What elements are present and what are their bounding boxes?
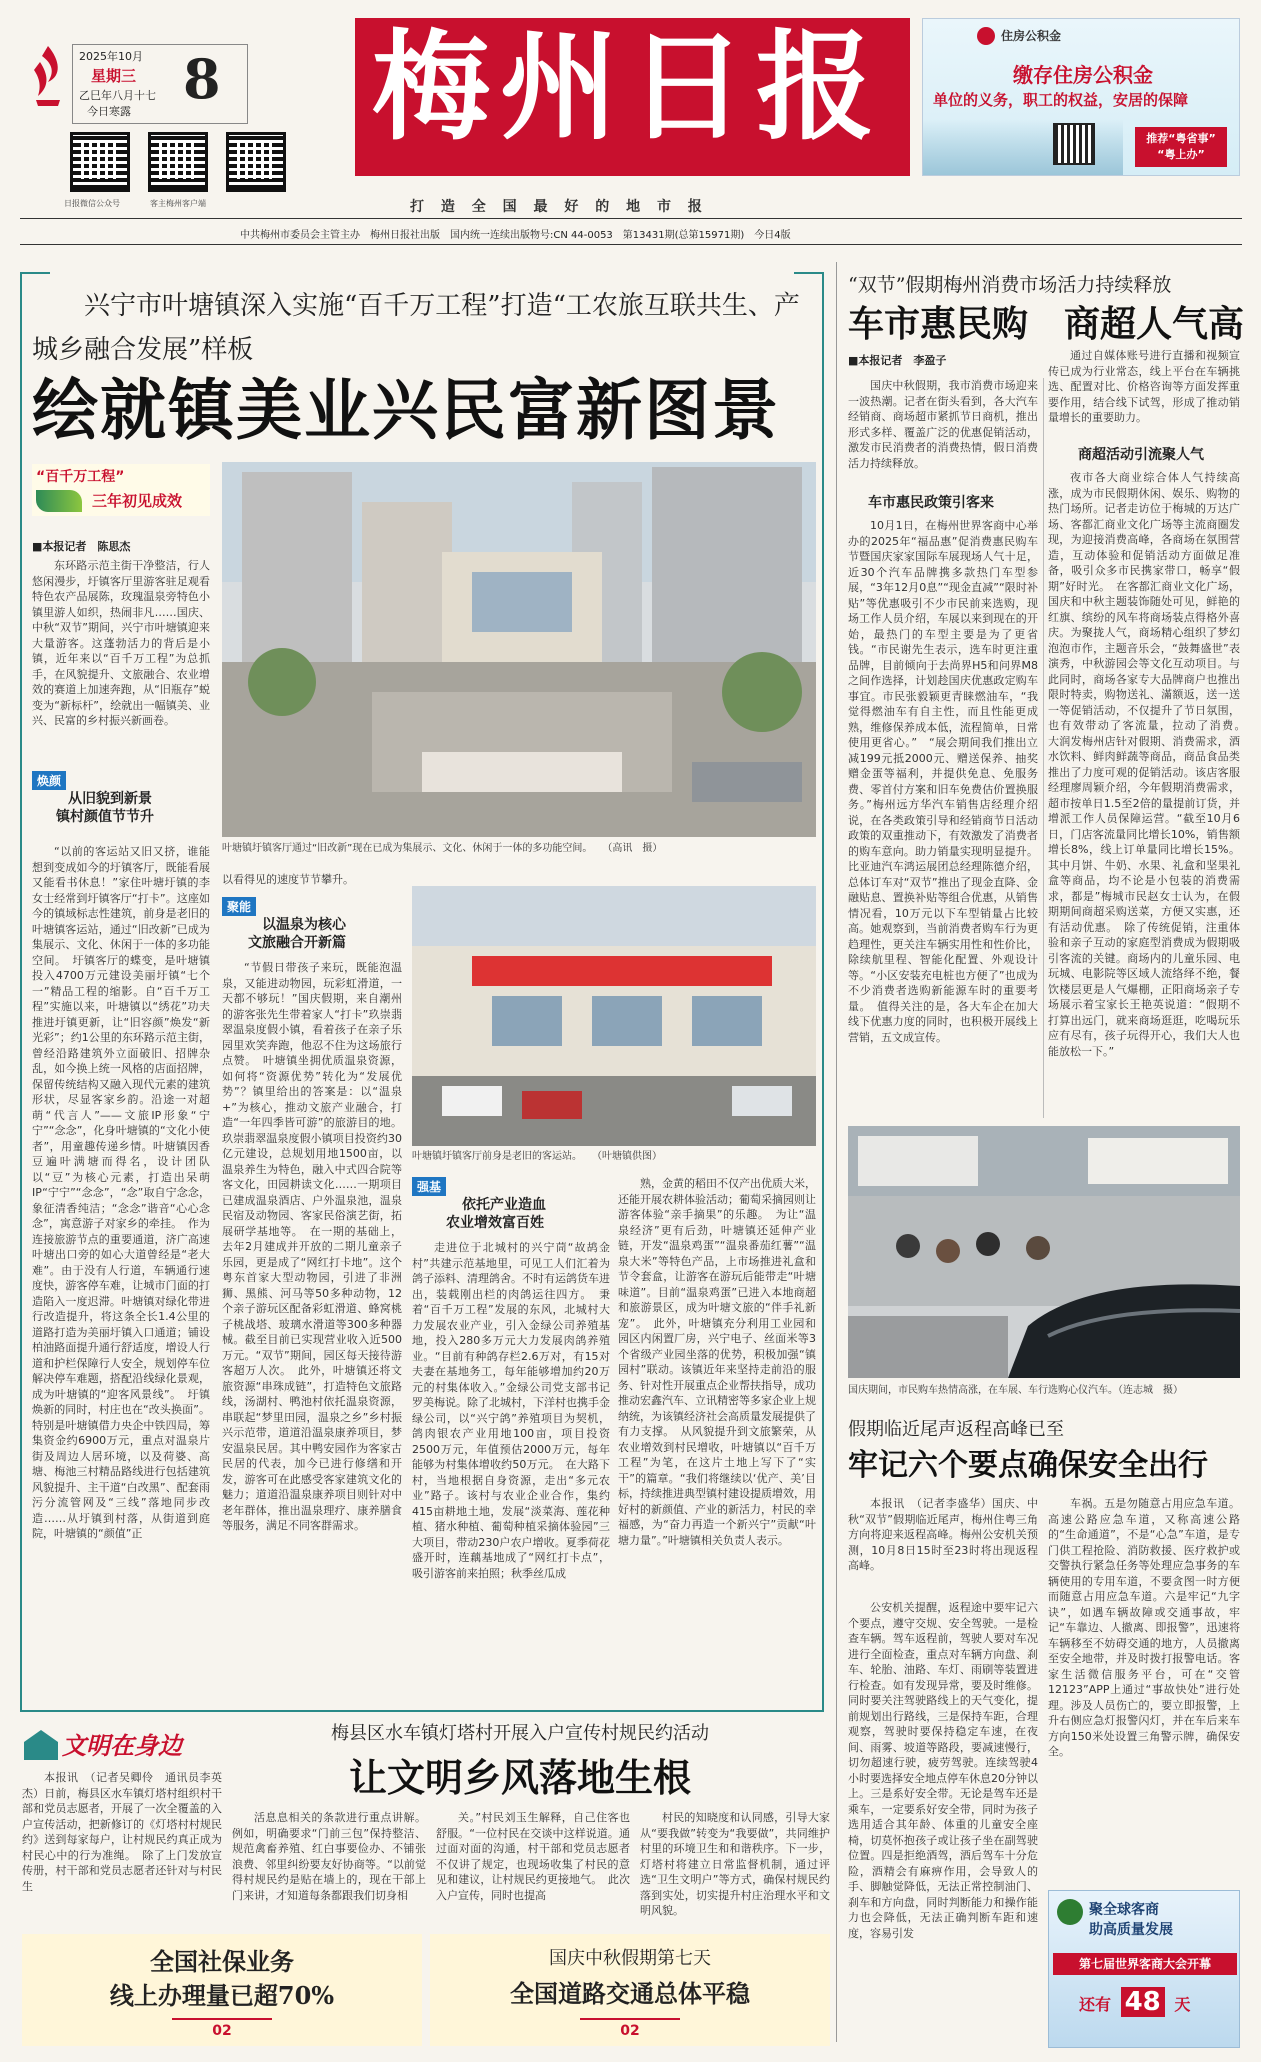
teaser-line2: 线上办理量已超70% — [109, 1981, 335, 2010]
masthead — [0, 0, 1261, 188]
lead-frame-top-right — [794, 272, 824, 274]
column-divider — [836, 262, 837, 2042]
bottom-col4 — [640, 1810, 830, 1926]
right2-body-text: 公安机关提醒，返程途中要牢记六个要点，遵守交规、安全驾驶。一是检查车辆。驾车返程前，驾驶人要对车况进行全面检查，重点对车辆方向盘、刹车、轮胎、油路、车灯、雨刷等装置进行检查。如有发现异常，要及时维修。同时要关注驾驶路线上的天气变化，提前规划出行路线，三是保持车距，合理观察，驾驶时要保持稳定车速，在夜间、雨雾、坡道等路段，要减速慢行，切勿超速行驶，疲劳驾驶。连续驾驶4小时要选择安全地点停车休息20分钟以上。三是系好安全带。无论是驾车还是乘车，一定要系好安全带，同时为孩子选用适合其年龄、体重的儿童安全座椅，切莫怀抱孩子或让孩子坐在副驾驶位置。四是拒绝酒驾，酒后驾车十分危险，酒精会有麻痹作用，会导致人的手、脚触觉降低，无法正常控制油门、刹车和方向盘，同时判断能力和操作能力也会降低，无法正确判断车距和速度，容易引发 — [848, 1601, 1038, 1940]
lead-frame-top-left — [20, 272, 50, 274]
section-3-title: 依托产业造血 — [462, 1197, 546, 1213]
town-hall-plaza-image — [222, 462, 816, 837]
section-2-body — [222, 960, 402, 1704]
column-badge-leaf-icon — [36, 490, 82, 512]
photo-town-hall-caption: 叶塘镇圩镇客厅通过“旧改新”现在已成为集展示、文化、休闲于一体的多功能空间。 （高讯 摄） — [222, 843, 663, 854]
teaser-page-badge — [580, 2018, 680, 2038]
qr-code-icon[interactable] — [70, 132, 130, 192]
right1-body4-text: 夜市各大商业综合体人气持续高涨，成为市民假期休闲、娱乐、购物的热门场所。记者走访位于梅城的万达广场、客都汇商业文化广场等主流商圈发现，为迎接消费高峰，各商场在氛围营造，互动体验和促销活动方面做足准备，吸引众多市民携家带口，畅享“假期”好时光。 在客都汇商业文化广场，国庆和中秋主题装饰随处可见，鲜艳的红旗、缤纷的风车将商场装点得格外喜庆。为聚拢人气，商场精心组织了梦幻泡泡市作，主题音乐会，“鼓舞盛世”表演秀，中秋游园会等文化互动项目。与此同时，商场各家专大品牌商户也推出限时特卖，购物送礼、滿额返，送一送一等促销活动，不仅提升了节日氛围，也有效带动了客流量，拉动了消费。 大润发梅州店针对假期、消费需求，酒水饮料、鲜肉鲜蔬等商品，商品食品类推出了力度可观的促销活动。该店客服经理廖周颖介绍，今年假期消费需求，超市按单日1.5至2倍的量提前订货，并增派工作人员保障运营。“截至10月6日，门店客流量同比增长10%，销售额增长8%，线上订单量同比增长15%。其中月饼、牛奶、水果、礼盒和坚果礼盒等商品，均不论是小包装的消费需求，都是”梅城市民赵女士认为，在假期期间商超采购送菜，方便又实惠，还有活动优惠。 除了传统促销，注重体验和亲子互动的家庭型消费成为假期吸引客流的关键。商场内的儿童乐园、电玩城、电影院等区域人流络绎不绝，餐饮楼层更是人气爆棚，正阳商场亲子专场展示着宝家长王艳英说道：“假期不打算出远门，就来商场逛逛，吃喝玩乐应有尽有，孩子玩得开心，我们大人也能放松一下。” — [1048, 471, 1251, 1058]
lead-headline: 绘就镇美业兴民富新图景 — [32, 371, 780, 449]
hakka-logo-icon — [1057, 1899, 1083, 1925]
section-1-body-text: “以前的客运站又旧又挤，谁能想到变成如今的圩镇客厅，既能看展又能看书休息！”家住叶塘圩镇的李女士经常到圩镇客厅“打卡”。这座如今的镇域标志性建筑，前身是老旧的叶塘镇客运站，通过“旧改新”已成为集展示、文化、休闲于一体的多功能空间。 圩镇客厅的蝶变，是叶塘镇投入4700万元建设美丽圩镇“七个一”精品工程的缩影。自“百千万工程”实施以来，叶塘镇以“绣花”功夫推进圩镇更新，让“旧容颜”焕发“新光彩”；约1公里的东环路示范主街，曾经沿路建筑外立面破旧、招牌杂乱，如今换上统一风格的店面招牌，保留传统结构又融入现代元素的建筑形状，尽显客家乡韵。沿途一对超萌“代言人”——文旅IP形象“宁宁”“念念”，化身叶塘镇的“文化小使者”，用童趣传递乡情。叶塘镇因香豆遍叶满塘而得名，设计团队以“豆”为核心元素，打造出呆萌IP“宁宁”“念念”，“念”取自宁念念，象征清香纯洁；“念念”谐音“心心念念”，寓意游子对家乡的牵挂。 作为连接旅游节点的重要通道，济广高速叶塘出口旁的如心大道曾经是“老大难”。由于没有人行道，车辆通行速度快，游客停车难，让城市门面的打造陷入一度迟滞。叶塘镇对绿化带进行改造提升，将这条全长1.4公里的道路打造为美丽圩镇入口通道；铺设柏油路面提升通行舒适度，增设人行道和护栏保障行人安全，规划停车位解决停车难题，搭配沿线绿化景观，成为叶塘镇的“迎客风景线”。 圩镇焕新的同时，村庄也在“改头换面”。特别是叶塘镇借力央企中铁四局，筹集资金约6900万元，重点对温泉片街及周边人居环境，以及荷婆、高塘、梅池三村精品路线进行包括建筑风貌提升、主干道“白改黑”、配套雨污分流管网及“三线”落地同步改造……从圩镇到村落，从街道到庭院，叶塘镇的“颜值”正 — [32, 845, 210, 1540]
section-3-header — [412, 1176, 610, 1240]
section-2-header — [222, 896, 402, 958]
section-2-body-text: “节假日带孩子来玩，既能泡温泉，又能进动物园，玩彩虹滑道，一天都不够玩！”国庆假期，来自潮州的游客张先生带着家人“打卡”玖崇翡翠温泉度假小镇，看着孩子在亲子乐园里欢笑奔跑，他忍不住为这场旅行点赞。 叶塘镇坐拥优质温泉资源，如何将“资源优势”转化为“发展优势”？镇里给出的答案是：以“温泉+”为核心，推动文旅产业融合，打造“一年四季皆可游”的旅游目的地。玖崇翡翠温泉度假小镇项目投资约30亿元建设，总规划用地1500亩，以温泉养生为特色，融入中式四合院等客文化，田园耕读文化……一期项目已建成温泉酒店、户外温泉池，温泉民宿及动物园、客家民俗演艺街，拓展研学基地等。 在一期的基础上，去年2月建成并开放的二期儿童亲子乐园，更是成了“网红打卡地”。这个粤东首家大型动物园，引进了非洲狮、黑熊、河马等50多种动物，12个亲子游玩区配备彩虹滑道、蜂窝桃子桃战塔、玻璃水滑道等300多种器械。截至目前已实现营业收入近500万元。“双节”期间，园区每天接待游客超万人次。 此外，叶塘镇还将文旅资源“串珠成链”，打造特色文旅路线，汤湖村、鸭池村依托温泉资源，串联起“梦里田园，温泉之乡”乡村振兴示范带，道道沿温泉康养项目，梦安温泉民居。其中鸭安园作为客家古民居的代表，加今已进行修缮和开发，游客可在此感受客家建筑文化的魅力；道道沿温泉康养项目则针对中老年群体，推出温泉理疗、康养膳食等服务，满足不同客群需求。 — [222, 961, 402, 1532]
lead-intro-text: 东环路示范主街干净整洁，行人悠闲漫步，圩镇客厅里游客驻足观看特色农产品展陈，玫瑰温泉旁特色小镇里游人如织，热闹非凡……国庆、中秋“双节”期间，兴宁市叶塘镇迎来大量游客。这蓬勃活力的背后是小镇，近年来以“百千万工程”为总抓手，在风貌提升、文旅融合、农业增效的赛道上加速奔跑，从“旧瓶存”蜕变为“新标杆”，绘就出一幅镇美、业兴、民富的乡村振兴新画卷。 — [32, 559, 210, 727]
section-1-title: 从旧貌到新景 — [68, 791, 152, 807]
right1-body2 — [848, 518, 1038, 1116]
right2-body-col2 — [1048, 1496, 1240, 1880]
date-day: 8 — [183, 47, 221, 111]
section-2-title: 以温泉为核心 — [262, 917, 346, 933]
qr-code-icon[interactable] — [226, 132, 286, 192]
teaser-page-badge — [172, 2018, 272, 2038]
photo-old-bus-station — [412, 886, 816, 1146]
world-hakka-ad[interactable] — [1048, 1890, 1240, 2048]
bottom-col3 — [436, 1810, 630, 1926]
countdown-suffix: 天 — [1174, 1995, 1191, 2014]
countdown-prefix: 还有 — [1079, 1995, 1112, 2014]
teaser-line1: 国庆中秋假期第七天 — [549, 1948, 711, 1969]
section-1-body — [32, 844, 210, 1704]
right2-headline: 牢记六个要点确保安全出行 — [848, 1448, 1208, 1483]
right1-intro — [848, 378, 1038, 488]
section-1-tag: 焕颜 — [32, 771, 66, 790]
ad-bottom-line3: 第七届世界客商大会开幕 — [1053, 1953, 1237, 1975]
right1-body2-text: 10月1日，在梅州世界客商中心举办的2025年“福品惠”促消费惠民购车节暨国庆家家国际车展现场人气十足，近30个汽车品牌携多款热门车型参展，“3年12月0息”“现金直减”“限时补贴”等优惠吸引不少市民前来选购，现场工作人员介绍，车展以来到现在的开始，最热门的车型主要是为了更省钱。“市民谢先生表示，选车时更注重品牌，目前倾向于去尚界H5和问界M8之间作选择，计划趁国庆优惠政定购车事宜。市民张毅颖更青睐燃油车，“我觉得燃油车有自主性，而且性能更成熟，维修保养成本低，流程简单，日常使用更省心。” “展会期间我们推出立减199元抵2000元、赠送保养、抽奖赠金蛋等福利，并提供免息、免服务费、零首付方案和旧车免费估价置换服务。”梅州远方华汽车销售店经理介绍说，在各类政策引导和经销商节日活动政策的双重推动下，有效激发了消费者的购车意向。助力销量实现明显提升。比亚迪汽车鸿运展团总经理陈德介绍，总体订车对“双节”推出了现金直降、金融贴息、置换补贴等组合优惠，从销售情况看，10万元以下车型销量占比较高。她观察到，当前消费者购车行为更趋理性，更关注车辆实用性和性价比，除续航里程、智能化配置、外观设计等。“小区安装充电桩也方便了”也成为不少消费者选购新能源车时的重要考量。 值得关注的是，各大车企在加大线下优惠力度的同时，也积极开展线上营销，五文成宣传。 — [848, 519, 1038, 1044]
right1-byline: ■本报记者 李盈子 — [848, 354, 947, 367]
ad-badge — [1135, 127, 1227, 167]
qr-label-1: 日报微信公众号 — [64, 199, 120, 208]
slogan-row — [410, 196, 850, 216]
teaser-card[interactable] — [430, 1934, 830, 2046]
lead-col4-body — [618, 1176, 816, 1704]
ad-badge-line1: 推荐“粤省事” — [1146, 132, 1216, 145]
qr-label-2: 客主梅州客户端 — [150, 199, 206, 208]
right1-body3 — [1048, 348, 1240, 440]
newspaper-title: 梅州日报 — [372, 17, 885, 156]
ad-badge-line2: “粤上办” — [1157, 148, 1205, 161]
section-2-title-2: 文旅融合开新篇 — [248, 935, 346, 951]
right1-body4 — [1048, 470, 1251, 1116]
photo-town-hall — [222, 462, 816, 837]
teaser-line1: 全国社保业务 — [150, 1947, 294, 1976]
housing-fund-logo-icon — [977, 27, 995, 45]
bottom-col3-text: 关。”村民刘玉生解释，自己住客也舒服。“一位村民在交谈中这样说道。通过面对面的沟通，村干部和党员志愿者不仅讲了规定，也现场收集了村民的意见和建议，让村规民约更接地气。 此次入户宣传，同时也提高 — [436, 1811, 630, 1902]
photo-car-show-caption: 国庆期间，市民购车热情高涨，在车展、车行选购心仪汽车。（连志城 摄） — [848, 1385, 1183, 1396]
bottom-col2-text: 活息息相关的条款进行重点讲解。例如，明确要求“门前三包”保持整洁、规范禽畜养殖、红白事要俭办、不铺张浪费、邻里纠纷要友好协商等。“以前觉得村规民约是贴在墙上的，现在干部上门来讲，才知道每条都跟我们切身相 — [232, 1811, 426, 1902]
section-3-body-text: 走进位于北城村的兴宁茼“故鸪金村”共建示范基地里，可见工人们汇着为鸽子添料、清理鸽舍。不时有运鸽货车进出，装载刚出栏的肉鸽运往四方。 秉着“百千万工程”发展的东风，北城村大力发展农业产业，引入金绿公司养殖基地，投入280多万元大力发展肉鸽养殖业。“目前有种鸽存栏2.6万对，有15对夫妻在基地务工，每年能够增加约20万元的村集体收入。”金绿公司党支部书记罗美梅说。除了北城村，下洋村也携手金绿公司，以“兴宁鸽”养殖项目为契机，鸽肉银农产业用地100亩，项目投资2500万元，年值预估2000万元，每年能够为村集体增收约50万元。 在大路下村，当地根据自身资源，走出“多元农业”路子。该村与农业企业合作，集约415亩耕地土地，发展“淡菜海、莲花种植、猪水种植、葡萄种植采摘体验园”三大项目，带动230户农户增收。夏季荷花盛开时，连藕基地成了“网红打卡点”，吸引游客前来拍照；秋季丝瓜成 — [412, 1241, 610, 1580]
countdown — [1079, 1987, 1190, 2017]
right2-lead-text: 本报讯 （记者李盛华）国庆、中秋“双节”假期临近尾声，梅州住粤三角方向将迎来返程高峰。梅州公安机关预测，10月8日15时至23时将出现返程高峰。 — [848, 1497, 1038, 1572]
right1-body3-text: 通过自媒体账号进行直播和视频宣传已成为行业常态，线上平台在车辆挑选、配置对比、价格咨询等方面发挥重要作用，结合线下试驾，形成了推动销量增长的重要助力。 — [1048, 349, 1240, 424]
old-bus-station-image — [412, 886, 816, 1146]
lead-kicker: 兴宁市叶塘镇深入实施“百千万工程”打造“工农旅互联共生、产城乡融合发展”样板 — [32, 291, 800, 365]
date-solar-term: 今日寒露 — [87, 105, 131, 118]
right1-intro-text: 国庆中秋假期，我市消费市场迎来一波热潮。记者在街头看到，各大汽车经销商、商场超市紧抓节日商机，推出形式多样、覆盖广泛的优惠促销活动，激发市民消费者的消费热情，假日消费活力持续释放。 — [848, 379, 1038, 470]
photo-car-show — [848, 1126, 1240, 1378]
bottom-col2 — [232, 1810, 426, 1926]
right1-sub2: 商超活动引流聚人气 — [1078, 447, 1204, 463]
right1-headline: 车市惠民购 商超人气高 — [848, 303, 1245, 345]
section-3-title-2: 农业增效富百姓 — [446, 1215, 544, 1231]
ad-org: 住房公积金 — [1001, 29, 1062, 43]
right1-kicker: “双节”假期梅州消费市场活力持续释放 — [848, 274, 1172, 296]
masthead-rule — [20, 218, 1242, 219]
right-column-divider — [1043, 378, 1044, 1118]
teaser-card[interactable] — [22, 1934, 422, 2046]
bottom-kicker: 梅县区水车镇灯塔村开展入户宣传村规民约活动 — [331, 1723, 709, 1744]
ad-bottom-line2: 助高质量发展 — [1089, 1922, 1173, 1938]
photo-old-bus-station-caption: 叶塘镇圩镇客厅前身是老旧的客运站。 （叶塘镇供图） — [412, 1151, 662, 1162]
culture-house-icon — [24, 1730, 58, 1760]
bottom-headline: 让文明乡风落地生根 — [348, 1755, 691, 1800]
column-badge-line2: 三年初见成效 — [92, 492, 183, 510]
car-show-image — [848, 1126, 1240, 1378]
culture-label-text: 文明在身边 — [62, 1731, 182, 1760]
teaser-line2: 全国道路交通总体平稳 — [510, 1979, 750, 2008]
ad-line1: 缴存住房公积金 — [1013, 63, 1153, 87]
ad-line2: 单位的义务，职工的权益，安居的保障 — [933, 91, 1189, 109]
right2-body — [848, 1600, 1038, 2050]
masthead-rule-2 — [20, 244, 1242, 245]
col2-continuation: 以看得见的速度节节攀升。 — [222, 873, 354, 886]
right2-kicker: 假期临近尾声返程高峰已至 — [848, 1419, 1064, 1440]
right2-lead — [848, 1496, 1038, 1596]
countdown-number: 48 — [1121, 1987, 1165, 2017]
housing-fund-ad[interactable] — [922, 18, 1240, 176]
right1-sub1: 车市惠民政策引客来 — [868, 495, 994, 511]
lead-intro — [32, 558, 210, 768]
ad-qr-icon — [1053, 123, 1095, 165]
lead-byline: ■本报记者 陈思杰 — [32, 540, 131, 553]
bottom-col1 — [22, 1770, 222, 1926]
culture-column-label — [22, 1720, 202, 1766]
qr-code-icon[interactable] — [148, 132, 208, 192]
slogan-text: 打 造 全 国 最 好 的 地 市 报 — [410, 199, 708, 215]
column-badge — [32, 464, 210, 516]
teaser-page-number: 02 — [620, 2023, 640, 2039]
column-badge-line1: “百千万工程” — [36, 469, 125, 485]
section-1-title-2: 镇村颜值节节升 — [56, 809, 154, 825]
bottom-col1-text: 本报讯 （记者吴卿伶 通讯员李英杰）日前，梅县区水车镇灯塔村组织村干部和党员志愿者，开展了一次全覆盖的入户宣传活动，把新修订的《灯塔村村规民约》送到每家每户，让村规民约真正成为村民心中的行为准绳。 除了上门发放宣传册，村干部和党员志愿者还针对与村民生 — [22, 1771, 222, 1893]
date-lunar: 乙巳年八月十七 — [79, 89, 156, 102]
right2-body-col2-text: 车祸。五是勿随意占用应急车道。高速公路应急车道，又称高速公路的“生命通道”，不是“心急”车道，是专门供工程抢险、消防救援、医疗救护或交警执行紧急任务等处理应急事务的车辆使用的专用车道，不要贪图一时方便而随意占用应急车道。六是牢记“九字诀”，如遇车辆故障或交通事故，牢记“车靠边、人撤离、即报警”，迅速将车辆移至不妨碍交通的地方，人员撤离至安全地带，并及时拨打报警电话。客家生活微信服务平台，可在“交管12123”APP上通过“事故快处”进行处理。涉及人员伤亡的，要立即报警，上升右侧应急灯报警闪灯，并在车后来车方向150米处设置三角警示牌，确保安全。 — [1048, 1497, 1240, 1758]
section-2-tag: 聚能 — [222, 897, 256, 916]
publisher-line: 中共梅州市委员会主管主办 梅州日报社出版 国内统一连续出版物号:CN 44-0053 第13431期(总第15971期) 今日4版 — [240, 230, 791, 241]
teaser-page-number: 02 — [212, 2023, 232, 2039]
ad-bottom-line1: 聚全球客商 — [1089, 1902, 1159, 1918]
date-weekday: 星期三 — [91, 67, 137, 85]
section-1-header — [32, 770, 210, 840]
lead-col4-body-text: 熟，金黄的稻田不仅产出优质大米，还能开展农耕体验活动；葡萄采摘园则让游客体验“亲手摘果”的乐趣。 为让“温泉经济”更有后劲，叶塘镇还延伸产业链，开发“温泉鸡蛋”“温泉番茄红薯”“温泉大米”等特色产品，上市场推进礼盒和节令套盒，让游客在游玩后能带走“叶塘味道”。目前“温泉鸡蛋”已进入本地商超和旅游景区，成为叶塘文旅的“伴手礼新宠”。 此外，叶塘镇充分利用工业园和园区内闲置厂房，兴宁电子、丝面米等3个省级产业园坐落的优势，积极加强“镇园村”联动。该镇近年来坚持走前沿的服务、针对性开展重点企业帮扶指导，成功推动宏鑫汽车、立讯精密等多家企业上规纳统，为该镇经济社会高质量发展提供了有力支撑。 从风貌提升到文旅繁荣，从农业增效到村民增收，叶塘镇以“百千万工程”为笔，在这片土地上写下了“实干”的篇章。“我们将继续以‘优产、美’目标，持续推进典型镇村建设提质增效，用好村的新颜值、产业的新活力，村民的幸福感，为“奋力再造一个新兴宁”贡献“叶塘力量”。”叶塘镇相关负责人表示。 — [618, 1177, 816, 1547]
date-year-month: 2025年10月 — [79, 50, 143, 63]
section-3-body — [412, 1240, 610, 1704]
date-box — [72, 44, 248, 124]
section-3-tag: 强基 — [412, 1177, 446, 1196]
newspaper-logo-icon — [30, 42, 66, 112]
bottom-col4-text: 村民的知晓度和认同感，引导大家从“要我做”转变为“我要做”，共同维护村里的环境卫生和和谐秩序。下一步，灯塔村将建立日常监督机制，通过评选“卫生文明户”等方式，确保村规民约落到实处，切实提升村庄治理水平和文明风貌。 — [640, 1811, 830, 1917]
